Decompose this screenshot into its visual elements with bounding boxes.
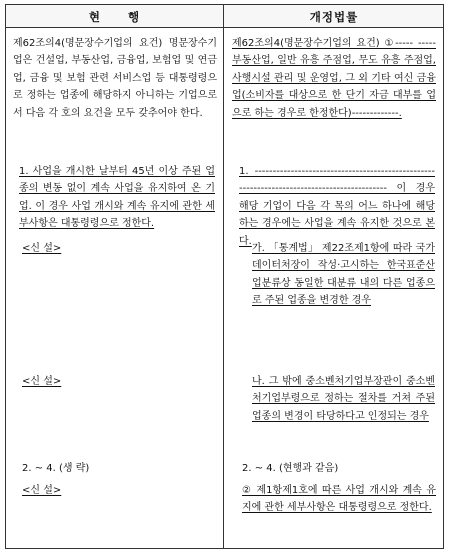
amended-paragraph-2: ② 제1항제1호에 따른 사업 개시와 계속 유지에 관한 세부사항은 대통령령으로 정한다. bbox=[242, 485, 436, 514]
amended-items-2-4: 2. ~ 4. (현행과 같음) bbox=[242, 463, 339, 474]
header-current: 현 행 bbox=[88, 10, 141, 24]
amended-article-text: 제62조의4(명문장수기업의 요건) ①----- -----부동산업, 일반 유흥 주점업, 무도 유흥 주점업, 사행시설 관리 및 운영업, 그 외 기타 여신 금융업(소비자를 대상으로 한 단기 자금 대부를 업으로 하는 경우로 한정한다)-------------. bbox=[232, 38, 436, 119]
amended-item-ga: 가. 「통계법」 제22조제1항에 따라 국가데이터처장이 작성·고시하는 한국표준산업분류상 동일한 대분류 내의 다른 업종으로 주된 업종을 변경한 경우 bbox=[252, 243, 435, 307]
column-divider bbox=[223, 5, 224, 548]
header-amended: 개정법률 bbox=[309, 10, 359, 24]
current-new-marker-3: <신 설> bbox=[22, 485, 62, 496]
comparison-table bbox=[5, 4, 444, 549]
current-new-marker-1: <신 설> bbox=[22, 243, 62, 254]
amended-item-na: 나. 그 밖에 중소벤처기업부장관이 중소벤처기업부령으로 정하는 절차를 거쳐 주된 업종의 변경이 타당하다고 인정되는 경우 bbox=[252, 376, 435, 422]
current-item-1: 1. 사업을 개시한 날부터 45년 이상 주된 업종의 변동 없이 계속 사업을 유지하여 온 기업. 이 경우 사업 개시와 계속 유지에 관한 세부사항은 대통령령으로 정한다. bbox=[19, 166, 215, 230]
table-header bbox=[6, 5, 443, 28]
current-new-marker-2: <신 설> bbox=[22, 376, 62, 387]
current-items-2-4: 2. ~ 4. (생 략) bbox=[22, 463, 90, 474]
amended-item-1: 1. ------------------------------------------------------------------------------------------- 이 경우 해당 기업이 다음 각 목의 어느 하나에 해당하는 경우에는 사업을 계속 유지한 것으로 본다. bbox=[239, 166, 435, 247]
current-article-text: 제62조의4(명문장수기업의 요건) 명문장수기업은 건설업, 부동산업, 금융업, 보험업 및 연금업, 금융 및 보험 관련 서비스업 등 대통령령으로 정하는 업종에 해당하지 아니하는 기업으로서 다음 각 호의 요건을 모두 갖추어야 한다. bbox=[13, 38, 217, 119]
